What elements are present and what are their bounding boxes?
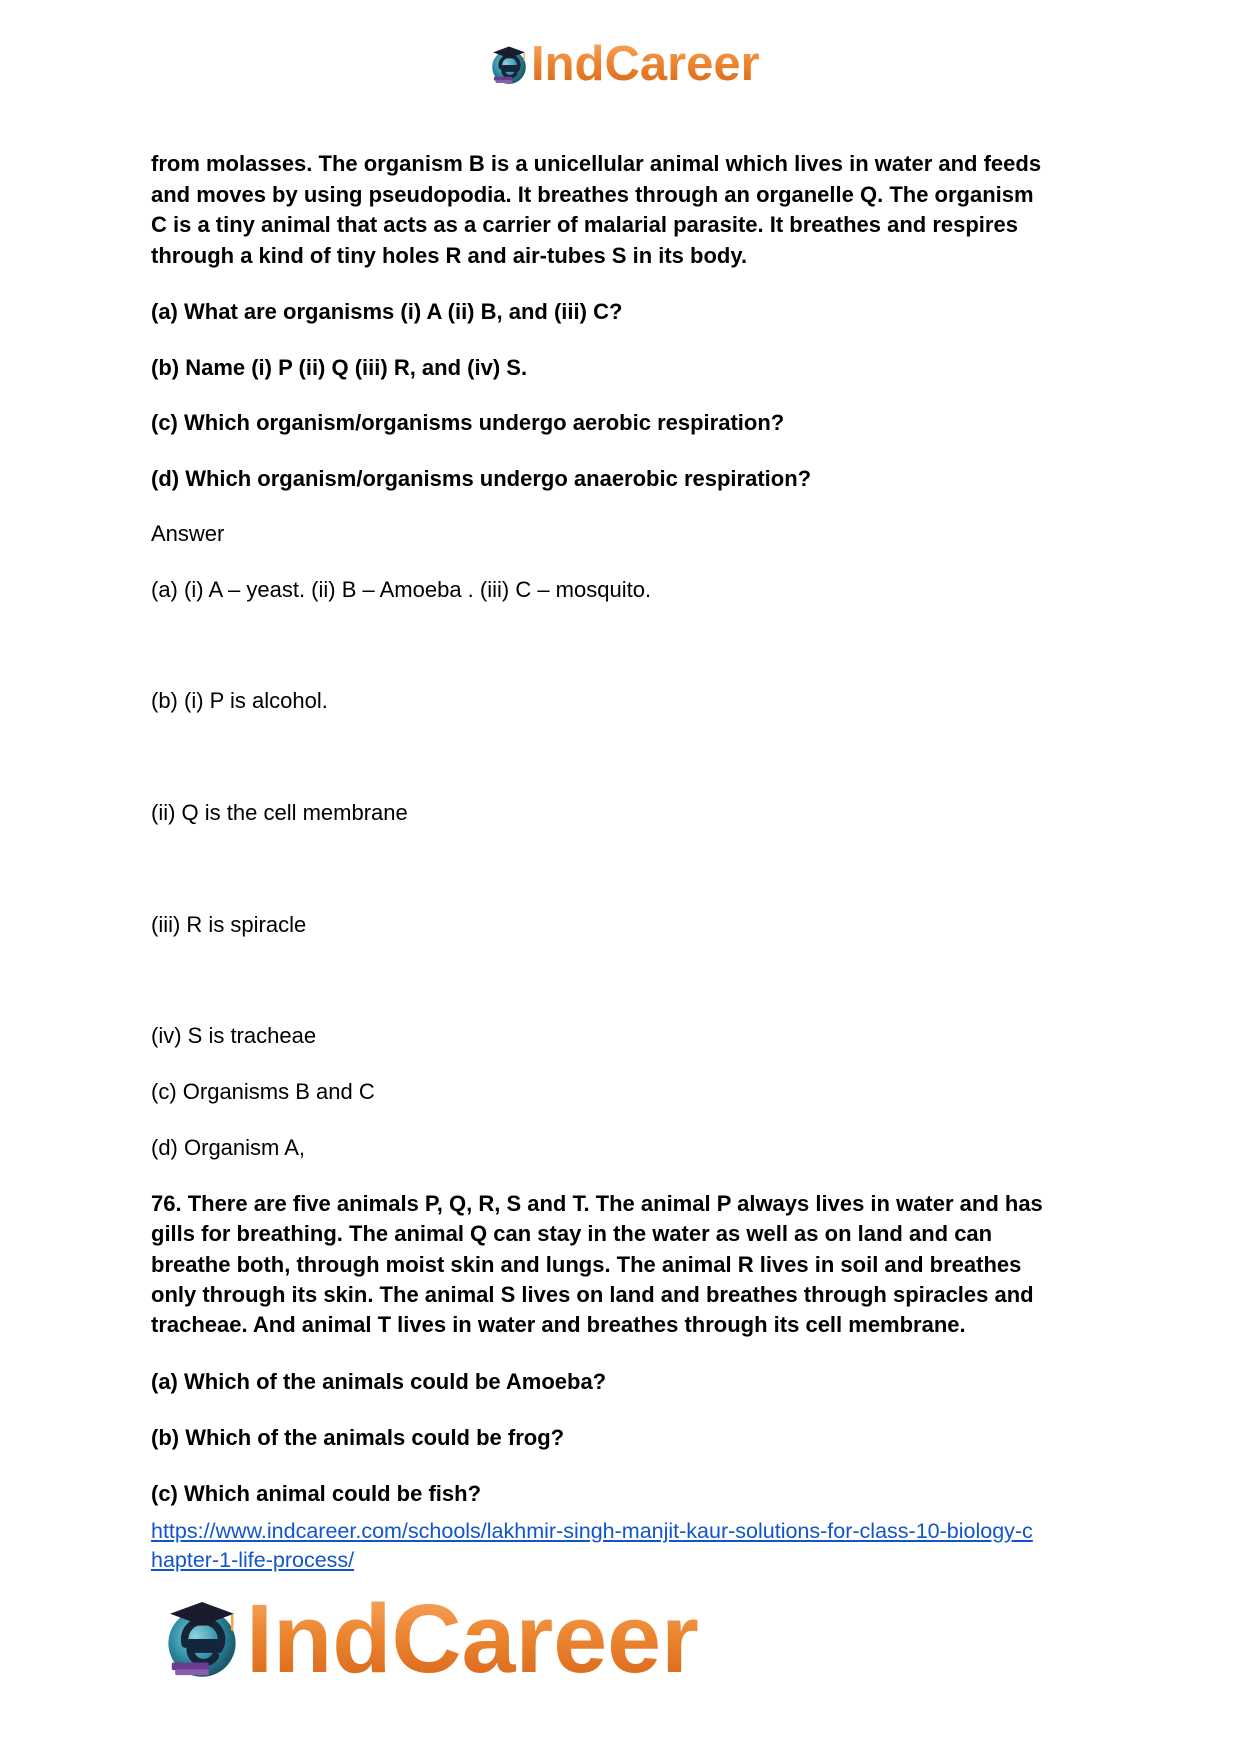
answer-a: (a) (i) A – yeast. (ii) B – Amoeba . (iii) C – mosquito.	[151, 577, 652, 602]
link-line[interactable]: hapter-1-life-process/	[151, 1548, 355, 1572]
question-75-part-c: (c) Which organism/organisms undergo aerobic respiration?	[151, 410, 785, 435]
paragraph-line: only through its skin. The animal S lives on land and breathes through spiracles and	[151, 1281, 1034, 1307]
source-link[interactable]	[151, 1517, 1033, 1575]
graduation-globe-icon	[160, 1597, 244, 1681]
question-76-intro	[151, 1189, 1043, 1340]
link-line[interactable]: https://www.indcareer.com/schools/lakhmir-singh-manjit-kaur-solutions-for-class-10-biology-c	[151, 1519, 1033, 1543]
paragraph-line: gills for breathing. The animal Q can stay in the water as well as on land and can	[151, 1221, 993, 1247]
footer-logo	[160, 1584, 699, 1693]
answer-b-iv: (iv) S is tracheae	[151, 1023, 317, 1048]
question-76-part-c: (c) Which animal could be fish?	[151, 1481, 482, 1506]
answer-label: Answer	[151, 521, 225, 546]
answer-d: (d) Organism A,	[151, 1135, 306, 1160]
answer-b-iii: (iii) R is spiracle	[151, 912, 307, 937]
paragraph-line: through a kind of tiny holes R and air-tubes S in its body.	[151, 242, 748, 268]
logo-wordmark: IndCareer	[246, 1584, 699, 1693]
paragraph-line: from molasses. The organism B is a unicellular animal which lives in water and feeds	[151, 151, 1042, 176]
header-logo	[488, 37, 760, 91]
paragraph-line: C is a tiny animal that acts as a carrier of malarial parasite. It breathes and respires	[151, 212, 1018, 237]
paragraph-line: 76. There are five animals P, Q, R, S and T. The animal P always lives in water and has	[151, 1191, 1043, 1216]
question-75-part-a: (a) What are organisms (i) A (ii) B, and (iii) C?	[151, 299, 623, 324]
question-75-part-b: (b) Name (i) P (ii) Q (iii) R, and (iv) S.	[151, 355, 528, 380]
answer-c: (c) Organisms B and C	[151, 1079, 375, 1104]
paragraph-line: tracheae. And animal T lives in water and breathes through its cell membrane.	[151, 1312, 966, 1338]
paragraph-line: and moves by using pseudopodia. It breathes through an organelle Q. The organism	[151, 181, 1034, 207]
question-76-part-b: (b) Which of the animals could be frog?	[151, 1425, 565, 1450]
question-75-intro	[151, 149, 1041, 271]
answer-b-i: (b) (i) P is alcohol.	[151, 688, 328, 713]
graduation-globe-icon	[488, 44, 530, 86]
answer-b-ii: (ii) Q is the cell membrane	[151, 800, 408, 825]
question-76-part-a: (a) Which of the animals could be Amoeba?	[151, 1369, 607, 1394]
paragraph-line: breathe both, through moist skin and lungs. The animal R lives in soil and breathes	[151, 1251, 1022, 1277]
logo-wordmark: IndCareer	[531, 37, 760, 91]
question-75-part-d: (d) Which organism/organisms undergo anaerobic respiration?	[151, 466, 812, 491]
